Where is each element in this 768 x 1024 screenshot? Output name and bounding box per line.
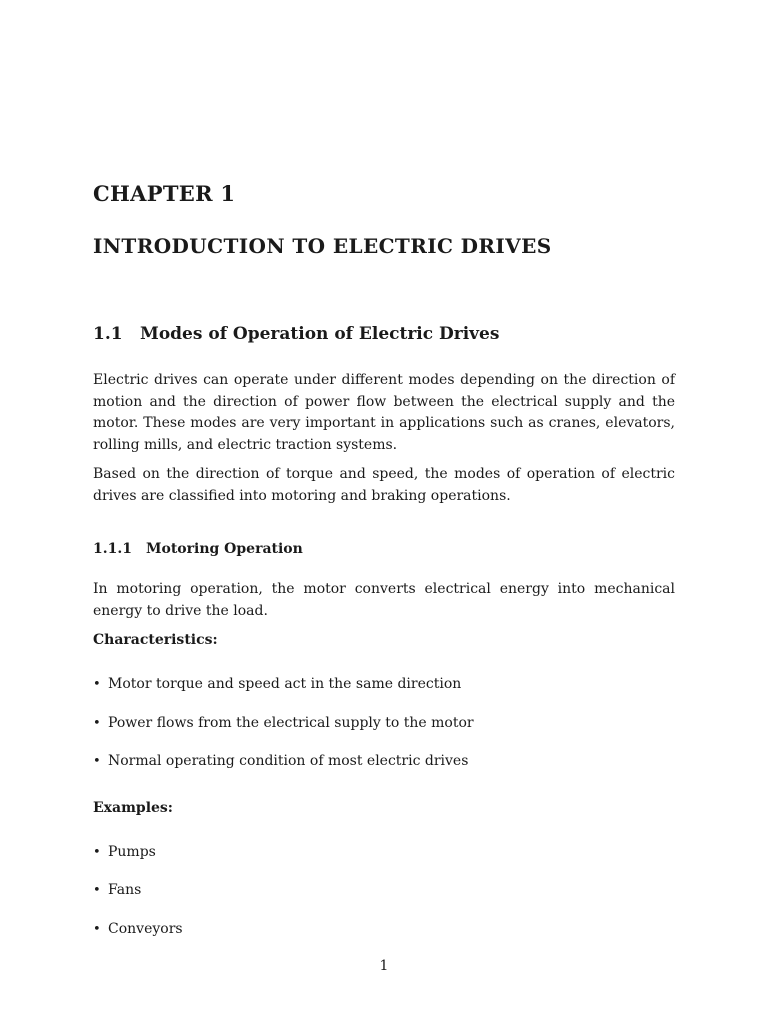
section-number: 1.1 <box>93 324 123 344</box>
bullet-icon: • <box>93 883 101 898</box>
list-item-text: Power flows from the electrical supply to the motor <box>108 715 474 731</box>
section-paragraph-2: Based on the direction of torque and speed, the modes of operation of electric drives are classified into motoring and braking operations. <box>93 466 675 504</box>
list-item <box>93 676 461 692</box>
list-item-text: Fans <box>108 882 142 898</box>
list-item-text: Conveyors <box>108 921 183 937</box>
chapter-label: CHAPTER 1 <box>93 181 236 206</box>
section-heading <box>93 324 499 344</box>
chapter-title: INTRODUCTION TO ELECTRIC DRIVES <box>93 234 552 258</box>
list-item-text: Normal operating condition of most electric drives <box>108 753 469 769</box>
bullet-icon: • <box>93 677 101 692</box>
bullet-icon: • <box>93 754 101 769</box>
section-paragraph-1: Electric drives can operate under different modes depending on the direction of motion and the direction of power flow between the electrical supply and the motor. These modes are very important in applications such as cranes, elevators, rolling mills, and electric traction systems. <box>93 372 675 453</box>
list-item-text: Pumps <box>108 844 156 860</box>
section-title: Modes of Operation of Electric Drives <box>140 324 500 344</box>
page-number: 1 <box>379 958 389 974</box>
subsection-heading <box>93 541 303 557</box>
subsection-paragraph: In motoring operation, the motor converts electrical energy into mechanical energy to drive the load. <box>93 581 675 619</box>
bullet-icon: • <box>93 845 101 860</box>
list-item <box>93 844 156 860</box>
list-item <box>93 882 141 898</box>
subsection-title: Motoring Operation <box>146 541 303 557</box>
list-item <box>93 753 468 769</box>
bullet-icon: • <box>93 922 101 937</box>
list-item <box>93 715 474 731</box>
examples-label: Examples: <box>93 800 173 816</box>
characteristics-label: Characteristics: <box>93 632 218 648</box>
subsection-number: 1.1.1 <box>93 541 132 557</box>
list-item-text: Motor torque and speed act in the same direction <box>108 676 462 692</box>
list-item <box>93 921 183 937</box>
bullet-icon: • <box>93 716 101 731</box>
